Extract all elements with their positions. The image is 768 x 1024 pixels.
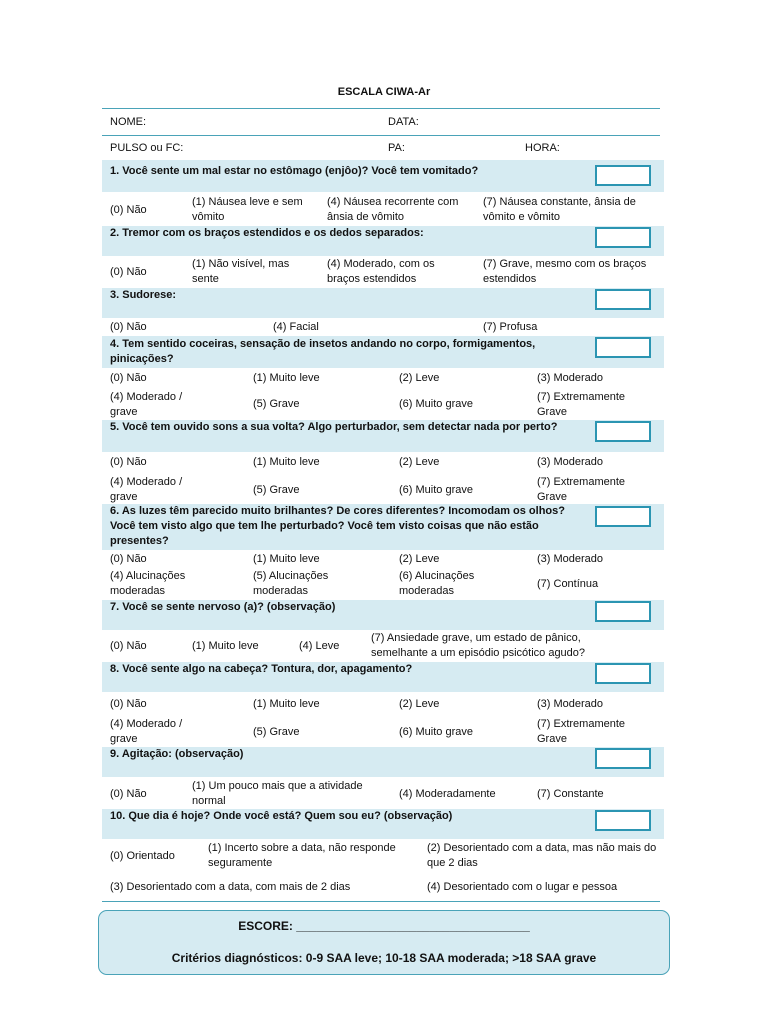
q1-option-4: (4) Náusea recorrente com ânsia de vômito	[327, 196, 459, 223]
q5-option-1: (1) Muito leve	[253, 456, 320, 468]
question-8-score-box[interactable]	[595, 663, 651, 684]
q4-option-6: (6) Muito grave	[399, 398, 473, 410]
q4-option-4: (4) Moderado / grave	[110, 391, 183, 418]
q6-option-7: (7) Contínua	[537, 578, 599, 590]
question-2-text: 2. Tremor com os braços estendidos e os dedos separados:	[110, 227, 424, 239]
q6-option-1: (1) Muito leve	[253, 553, 320, 565]
q6-option-6: (6) Alucinações moderadas	[399, 570, 475, 597]
divider	[102, 901, 660, 902]
q9-option-7: (7) Constante	[537, 788, 604, 800]
q7-option-7: (7) Ansiedade grave, um estado de pânico, semelhante a um episódio psicótico agudo?	[371, 632, 586, 659]
question-7-text: 7. Você se sente nervoso (a)? (observação)	[110, 601, 336, 613]
score-panel	[98, 910, 670, 975]
question-7-score-box[interactable]	[595, 601, 651, 622]
q5-option-5: (5) Grave	[253, 484, 300, 496]
question-10-score-box[interactable]	[595, 810, 651, 831]
question-6-text: 6. As luzes têm parecido muito brilhantes? De cores diferentes? Incomodam os olhos? Você tem visto algo que tem lhe perturbado? Você tem visto coisas que não estão presentes?	[110, 505, 565, 547]
diagnostic-criteria: Critérios diagnósticos: 0-9 SAA leve; 10-18 SAA moderada; >18 SAA grave	[171, 951, 597, 965]
question-9-text: 9. Agitação: (observação)	[110, 748, 244, 760]
q9-option-1: (1) Um pouco mais que a atividade normal	[192, 780, 363, 807]
question-9-score-box[interactable]	[595, 748, 651, 769]
q5-option-2: (2) Leve	[399, 456, 440, 468]
date-field-label: DATA:	[388, 116, 419, 128]
question-1-score-box[interactable]	[595, 165, 651, 186]
question-5-score-box[interactable]	[595, 421, 651, 442]
q1-option-0: (0) Não	[110, 204, 147, 216]
q6-option-0: (0) Não	[110, 553, 147, 565]
q8-option-5: (5) Grave	[253, 726, 300, 738]
q8-option-6: (6) Muito grave	[399, 726, 473, 738]
q6-option-4: (4) Alucinações moderadas	[110, 570, 186, 597]
q6-option-5: (5) Alucinações moderadas	[253, 570, 329, 597]
q2-option-7: (7) Grave, mesmo com os braços estendidos	[483, 258, 647, 285]
divider	[102, 108, 660, 109]
q4-option-2: (2) Leve	[399, 372, 440, 384]
question-1-text: 1. Você sente um mal estar no estômago (enjôo)? Você tem vomitado?	[110, 165, 479, 177]
pa-field-label: PA:	[388, 142, 405, 154]
q4-option-0: (0) Não	[110, 372, 147, 384]
q5-option-7: (7) Extremamente Grave	[537, 476, 626, 503]
divider	[102, 135, 660, 136]
q10-option-0: (0) Orientado	[110, 850, 175, 862]
q4-option-1: (1) Muito leve	[253, 372, 320, 384]
q9-option-4: (4) Moderadamente	[399, 788, 496, 800]
q4-option-5: (5) Grave	[253, 398, 300, 410]
q5-option-3: (3) Moderado	[537, 456, 604, 468]
question-2-score-box[interactable]	[595, 227, 651, 248]
q8-option-4: (4) Moderado / grave	[110, 718, 183, 745]
q6-option-2: (2) Leve	[399, 553, 440, 565]
q10-option-4: (4) Desorientado com o lugar e pessoa	[427, 881, 618, 893]
question-4-score-box[interactable]	[595, 337, 651, 358]
q4-option-7: (7) Extremamente Grave	[537, 391, 626, 418]
question-3-score-box[interactable]	[595, 289, 651, 310]
hour-field-label: HORA:	[525, 142, 560, 154]
q3-option-0: (0) Não	[110, 321, 147, 333]
q7-option-0: (0) Não	[110, 640, 147, 652]
q3-option-4: (4) Facial	[273, 321, 319, 333]
q2-option-1: (1) Não visível, mas sente	[192, 258, 290, 285]
q10-option-3: (3) Desorientado com a data, com mais de 2 dias	[110, 881, 351, 893]
q5-option-6: (6) Muito grave	[399, 484, 473, 496]
q4-option-3: (3) Moderado	[537, 372, 604, 384]
question-6-score-box[interactable]	[595, 506, 651, 527]
q9-option-0: (0) Não	[110, 788, 147, 800]
q7-option-4: (4) Leve	[299, 640, 340, 652]
q8-option-2: (2) Leve	[399, 698, 440, 710]
score-line[interactable]: ESCORE: ___________________________________	[238, 919, 530, 933]
q5-option-4: (4) Moderado / grave	[110, 476, 183, 503]
page-title: ESCALA CIWA-Ar	[337, 86, 431, 98]
q10-option-2: (2) Desorientado com a data, mas não mais do que 2 dias	[427, 842, 657, 869]
question-5-text: 5. Você tem ouvido sons a sua volta? Algo perturbador, sem detectar nada por perto?	[110, 421, 558, 433]
question-3-text: 3. Sudorese:	[110, 289, 177, 301]
q7-option-1: (1) Muito leve	[192, 640, 259, 652]
q2-option-0: (0) Não	[110, 266, 147, 278]
q3-option-7: (7) Profusa	[483, 321, 538, 333]
q8-option-1: (1) Muito leve	[253, 698, 320, 710]
q8-option-0: (0) Não	[110, 698, 147, 710]
question-band	[102, 288, 664, 318]
pulse-field-label: PULSO ou FC:	[110, 142, 184, 154]
q10-option-1: (1) Incerto sobre a data, não responde seguramente	[208, 842, 396, 869]
q2-option-4: (4) Moderado, com os braços estendidos	[327, 258, 435, 285]
name-field-label: NOME:	[110, 116, 147, 128]
question-10-text: 10. Que dia é hoje? Onde você está? Quem sou eu? (observação)	[110, 810, 453, 822]
q1-option-1: (1) Náusea leve e sem vômito	[192, 196, 303, 223]
q6-option-3: (3) Moderado	[537, 553, 604, 565]
q8-option-7: (7) Extremamente Grave	[537, 718, 626, 745]
q1-option-7: (7) Náusea constante, ânsia de vômito e vômito	[483, 196, 636, 223]
question-8-text: 8. Você sente algo na cabeça? Tontura, dor, apagamento?	[110, 663, 413, 675]
question-4-text: 4. Tem sentido coceiras, sensação de insetos andando no corpo, formigamentos, pinicações?	[110, 338, 536, 365]
q8-option-3: (3) Moderado	[537, 698, 604, 710]
q5-option-0: (0) Não	[110, 456, 147, 468]
